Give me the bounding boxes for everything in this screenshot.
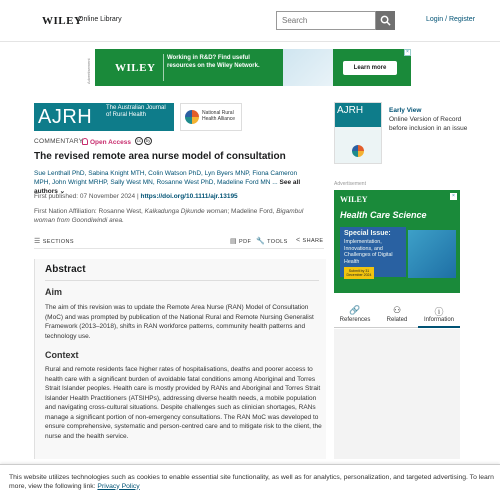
affiliation-detail-2: Bigambul woman from Goondiwindi area. <box>34 208 304 224</box>
abstract-divider <box>45 280 319 281</box>
affiliation-note <box>34 207 324 225</box>
sidebar-ad[interactable] <box>334 190 460 293</box>
pdf-button[interactable] <box>230 237 251 245</box>
doi-link[interactable]: https://doi.org/10.1111/ajr.13195 <box>140 193 238 200</box>
ad-divider <box>163 54 164 81</box>
cc-icon: cc <box>136 138 142 143</box>
tab-related[interactable] <box>376 302 418 328</box>
site-header <box>0 0 500 42</box>
journal-abbr: AJRH <box>38 106 93 128</box>
cookie-message: This website utilizes technologies such as cookies to enable essential site functionality, as well as for analytics, personalization, and targeted advertising. To learn more, view the following link: <box>9 474 494 490</box>
wrench-icon: 🔧 <box>256 238 266 245</box>
open-access-badge <box>82 138 131 146</box>
tools-label: TOOLS <box>267 239 288 245</box>
cover-title: AJRH <box>337 105 364 116</box>
journal-banner[interactable] <box>34 103 174 131</box>
cookie-banner <box>0 464 500 500</box>
license-icons[interactable] <box>135 137 153 145</box>
link-icon: 🔗 <box>349 305 361 315</box>
sidebar-tabs <box>334 302 460 328</box>
top-ad-banner[interactable] <box>95 49 411 86</box>
share-button[interactable] <box>296 237 323 244</box>
special-issue-heading: Special Issue: <box>344 230 391 237</box>
aim-text: The aim of this revision was to update the Remote Area Nurse (RAN) Model of Consultation (MoC) and was prompted by publication of the National Rural and Remote Nursing Generalist Framework (2013–2018), shifts in RAN workforce patterns, community health patterns and technology use. <box>45 304 314 340</box>
affiliation-detail-1: Kalkadunga Djkunde woman <box>144 208 228 215</box>
sections-label: SECTIONS <box>42 239 75 245</box>
login-register-link[interactable]: Login / Register <box>426 16 476 23</box>
nrha-logo-icon <box>185 110 199 124</box>
article-toolbar <box>34 236 324 249</box>
share-label: SHARE <box>302 238 324 244</box>
journal-name: The Australian Journal of Rural Health <box>106 105 166 118</box>
by-icon: by <box>145 138 151 143</box>
early-view-link[interactable]: Early View <box>389 107 422 114</box>
special-issue-text: Implementation, Innovations, and Challenges of Digital Health <box>344 239 393 265</box>
abstract-heading: Abstract <box>45 264 86 275</box>
sidebar-ad-image <box>408 230 456 278</box>
context-heading: Context <box>45 350 79 360</box>
article-title: The revised remote area nurse model of consultation <box>34 151 286 162</box>
submit-by-badge: Submit by 31 December 2024 <box>344 267 374 279</box>
chevron-down-icon: ⌄ <box>59 188 66 195</box>
author-list[interactable] <box>34 169 302 196</box>
author-names[interactable]: Sue Lenthall PhD, Sabina Knight MTH, Colin Watson PhD, Lyn Byers MNP, Fiona Cameron MPH, John Wright MRHP, Sally West MN, Rosanne West PhD, Madeline Ford MN ... <box>34 170 298 186</box>
journal-cover[interactable] <box>334 102 382 164</box>
tab-information[interactable] <box>418 302 460 328</box>
search-button[interactable] <box>376 11 395 30</box>
affiliation-mid: ; Madeline Ford, <box>227 208 277 215</box>
open-lock-icon <box>82 138 88 145</box>
tab-information-label: Information <box>423 317 454 323</box>
cookie-text <box>9 474 494 491</box>
network-icon: ⚇ <box>392 305 402 315</box>
pdf-icon: ▤ <box>230 238 238 245</box>
sidebar-ad-title: Health Care Science <box>340 210 427 220</box>
search-icon <box>380 15 391 26</box>
partner-logo[interactable] <box>180 103 242 131</box>
affiliation-prefix: First Nation Affiliation: Rosanne West, <box>34 208 145 215</box>
tab-references-label: References <box>339 317 371 323</box>
tab-related-label: Related <box>386 317 408 323</box>
first-published-label: First published: 07 November 2024 <box>34 193 136 200</box>
ad-label: Advertisement <box>86 58 91 84</box>
sidebar-ad-label: Advertisement <box>334 181 366 187</box>
open-access-label: Open Access <box>90 139 131 146</box>
share-icon: < <box>296 237 301 244</box>
ad-text: Working in R&D? Find useful resources on the Wiley Network. <box>167 55 260 69</box>
list-icon: ☰ <box>34 238 41 245</box>
context-text: Rural and remote residents face higher rates of hospitalisations, deaths and poorer access to health care with a significant burden of avoidable fatal conditions among Aboriginal and Torres Strait Islander peoples. Health care is mostly provided by RANs and Aboriginal and Torres Strait Islander Health Practitioners (ATSIHPs), addressing diverse health needs, a mobile population and navigating cross-cultural situations. Despite challenges such as clinician shortages, RANs manage a significant portion of non-emergency consultations. The RAN MoC was developed to ensure comprehensive, systematic and person-centred care and to mitigate risk to the client, the nurse and the health service. <box>45 366 322 440</box>
learn-more-button[interactable]: Learn more <box>343 61 397 75</box>
article-type: COMMENTARY <box>34 138 84 145</box>
search-input[interactable] <box>276 11 376 30</box>
tab-references[interactable] <box>334 302 376 328</box>
ad-brand: WILEY <box>115 62 156 74</box>
sections-button[interactable] <box>34 237 74 245</box>
ad-close-icon[interactable]: × <box>404 49 411 56</box>
abstract-section <box>34 259 326 459</box>
privacy-policy-link[interactable]: Privacy Policy <box>97 482 140 490</box>
wiley-logo[interactable]: WILEY <box>42 15 83 27</box>
ad-image <box>283 49 333 86</box>
early-view-description: Online Version of Record before inclusion in an issue <box>389 116 468 132</box>
pdf-label: PDF <box>239 239 252 245</box>
aim-heading: Aim <box>45 287 63 297</box>
online-library-label[interactable]: Online Library <box>78 16 122 23</box>
sidebar-panel <box>334 329 460 459</box>
cover-logo-icon <box>352 145 364 157</box>
publication-info: First published: 07 November 2024 | https://doi.org/10.1111/ajr.13195 <box>34 193 238 200</box>
info-icon: ⓘ <box>434 307 444 317</box>
sidebar-ad-brand: WILEY <box>340 195 368 204</box>
tools-button[interactable] <box>256 237 288 245</box>
see-all-authors-link[interactable]: See all authors <box>34 179 301 195</box>
sidebar-ad-close-icon[interactable]: × <box>450 193 457 200</box>
partner-name: National Rural Health Alliance <box>202 110 236 122</box>
